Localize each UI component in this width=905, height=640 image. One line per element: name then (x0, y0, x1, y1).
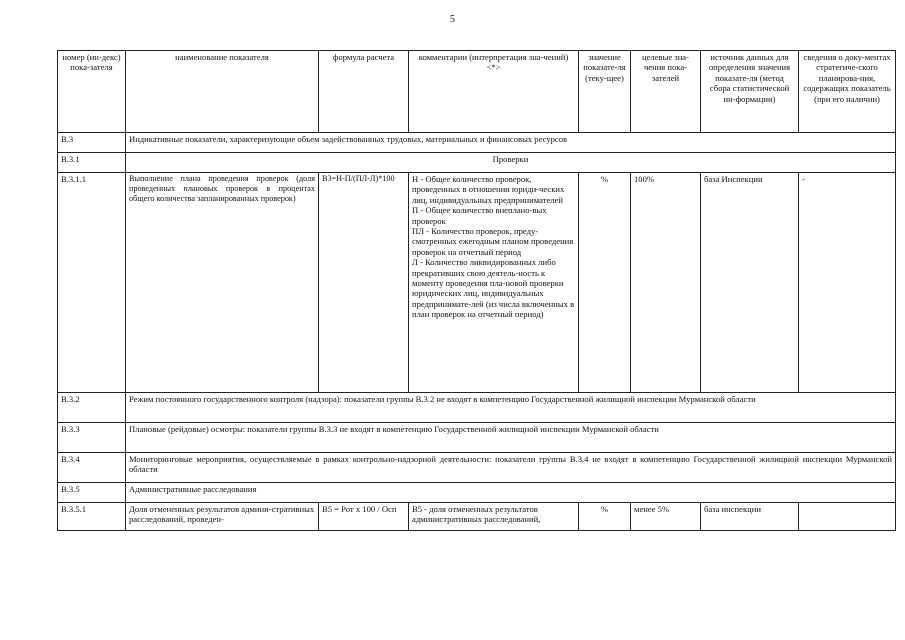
row-section-title: Плановые (рейдовые) осмотры: показатели группы В.3.3 не входят в компетенцию Государственной жилищной инспекции Мурманской области (126, 423, 896, 453)
indicator-formula: В5 = Рот х 100 / Осп (319, 503, 409, 531)
header-strategic-docs: сведения о доку-ментах стратегиче-ского планирова-ния, содержащих показатель (при его наличии) (799, 51, 896, 133)
row-index: В.3.1 (58, 153, 126, 173)
header-comments: комментарии (интерпретация зна-чений) <*> (409, 51, 579, 133)
header-index: номер (ин-декс) пока-зателя (58, 51, 126, 133)
row-section-title: Административные расследования (126, 483, 896, 503)
row-index: В.3.4 (58, 453, 126, 483)
row-index: В.3.5 (58, 483, 126, 503)
indicator-unit: % (579, 503, 631, 531)
row-section-title: Мониторинговые мероприятия, осуществляемые в рамках контрольно-надзорной деятельности: показатели группы В.3.4 не входят в компетенцию Государственной жилищной инспекции Мурманской области (126, 453, 896, 483)
comment-line: Л - Количество ликвидированных либо прекративших свою деятель-ность к моменту проведения пла-новой проверки юридических лиц, индивидуальных предпринимате-лей (из числа включенных в план проверок на отчетный период) (412, 257, 575, 320)
header-data-source: источник данных для определения значения показате-ля (метод сбора статистической ин-формации) (701, 51, 799, 133)
comment-line: Н - Общее количество проверок, проведенных в отношении юриди-ческих лиц, индивидуальных предпринимателей (412, 174, 565, 205)
indicator-comments (409, 173, 579, 393)
header-target-value: целевые зна-чения пока-зателей (631, 51, 701, 133)
row-index: В.3.3 (58, 423, 126, 453)
indicator-comments: В5 - доля отмененных результатов административных расследований, (409, 503, 579, 531)
comment-line: ПЛ - Количество проверок, преду-смотренных ежегодным планом проведения проверок на отчетный период (412, 226, 574, 257)
row-index: В.3.1.1 (58, 173, 126, 393)
indicator-unit: % (579, 173, 631, 393)
comment-line: П - Общее количество внеплано-вых проверок (412, 205, 547, 226)
table-row (58, 153, 896, 173)
row-index: В.3.5.1 (58, 503, 126, 531)
indicator-target: менее 5% (631, 503, 701, 531)
indicator-source: база инспекции (701, 503, 799, 531)
row-index: В.3 (58, 133, 126, 153)
page-number: 5 (450, 14, 455, 25)
header-current-value: значение показате-ля (теку-щее) (579, 51, 631, 133)
indicators-table (57, 50, 896, 531)
table-row (58, 483, 896, 503)
indicator-formula: В3=Н-П/(ПЛ-Л)*100 (319, 173, 409, 393)
header-formula: формула расчета (319, 51, 409, 133)
indicator-name: Выполнение плана проведения проверок (доля проведенных плановых проверок в процентах общего количества запланированных проверок) (126, 173, 319, 393)
indicator-docs: - (799, 173, 896, 393)
indicator-docs (799, 503, 896, 531)
row-index: В.3.2 (58, 393, 126, 423)
row-section-title: Индикативные показатели, характеризующие объем задействованных трудовых, материальных и финансовых ресурсов (126, 133, 896, 153)
indicator-name: Доля отмененных результатов админи-стративных расследований, проведен- (126, 503, 319, 531)
table-row (58, 133, 896, 153)
indicator-target: 100% (631, 173, 701, 393)
table-row (58, 503, 896, 531)
row-section-title: Режим постоянного государственного контроля (надзора): показатели группы В.3.2 не входят в компетенцию Государственной жилищной инспекции Мурманской области (126, 393, 896, 423)
header-name: наименование показателя (126, 51, 319, 133)
table-row (58, 453, 896, 483)
table-row (58, 423, 896, 453)
table-header-row (58, 51, 896, 133)
row-section-title: Проверки (126, 153, 896, 173)
indicator-source: база Инспекции (701, 173, 799, 393)
table-row (58, 393, 896, 423)
table-row (58, 173, 896, 393)
